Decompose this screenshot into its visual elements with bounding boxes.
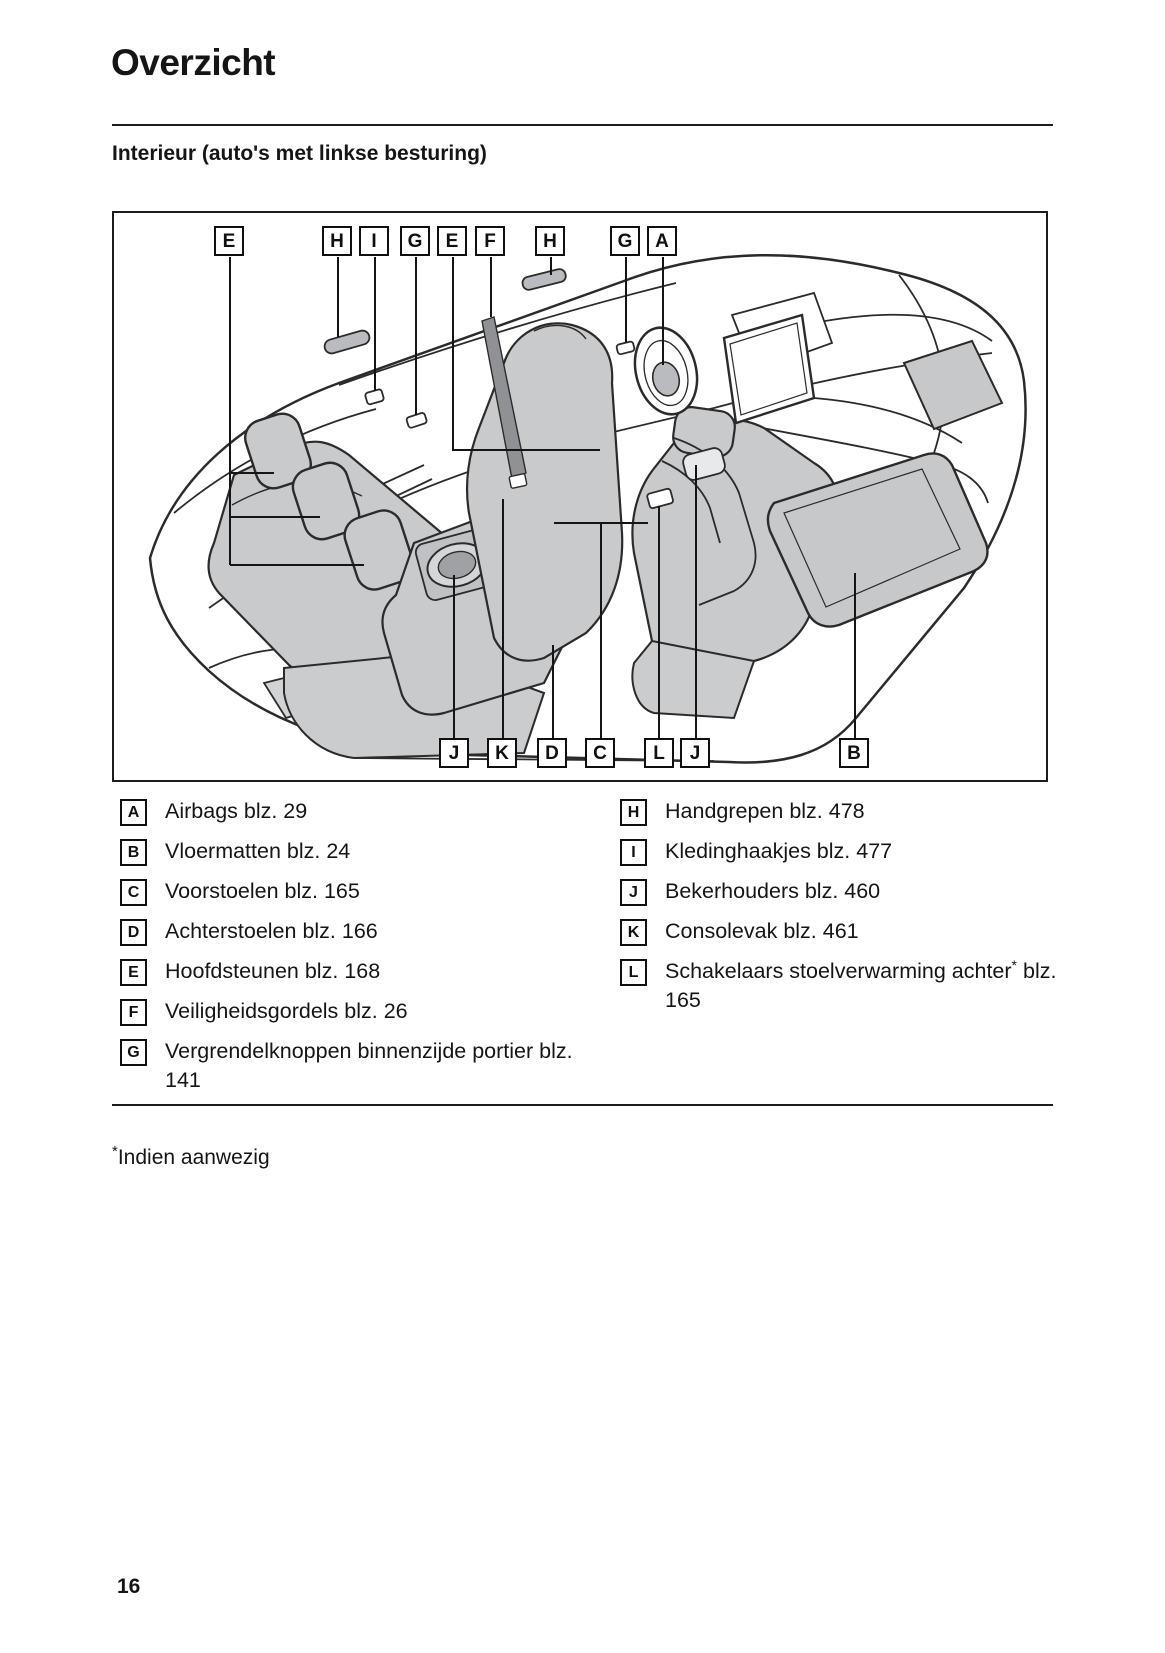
diagram-label-G-rear: G bbox=[400, 226, 430, 256]
legend-key-G: G bbox=[120, 1039, 147, 1066]
diagram-label-I: I bbox=[359, 226, 389, 256]
rear-grab-handle bbox=[323, 329, 371, 355]
legend-key-A: A bbox=[120, 799, 147, 826]
legend-key-F: F bbox=[120, 999, 147, 1026]
legend-item-C bbox=[112, 877, 600, 906]
legend-item-A bbox=[112, 797, 600, 826]
legend-key-H: H bbox=[620, 799, 647, 826]
legend-label-C: Voorstoelen blz. 165 bbox=[165, 879, 360, 903]
legend-item-B bbox=[112, 837, 600, 866]
diagram-label-C: C bbox=[585, 738, 615, 768]
page-number: 16 bbox=[117, 1575, 141, 1598]
front-grab-handle bbox=[521, 268, 567, 291]
legend-label-D: Achterstoelen blz. 166 bbox=[165, 919, 378, 943]
diagram-label-L: L bbox=[644, 738, 674, 768]
legend-key-L: L bbox=[620, 959, 647, 986]
legend-item-E bbox=[112, 957, 600, 986]
legend-key-C: C bbox=[120, 879, 147, 906]
legend-label-H: Handgrepen blz. 478 bbox=[665, 799, 865, 823]
legend-item-F bbox=[112, 997, 600, 1026]
legend-label-E: Hoofdsteunen blz. 168 bbox=[165, 959, 381, 983]
legend-label-G: Vergrendelknoppen binnenzijde portier blz. 141 bbox=[165, 1039, 573, 1092]
legend-right-column bbox=[612, 797, 1057, 1026]
legend-item-D bbox=[112, 917, 600, 946]
footnote-marker: * bbox=[112, 1143, 118, 1160]
legend-label-J: Bekerhouders blz. 460 bbox=[665, 879, 881, 903]
legend-item-I bbox=[612, 837, 1057, 866]
diagram-label-H-front: H bbox=[535, 226, 565, 256]
diagram-label-B: B bbox=[839, 738, 869, 768]
legend-key-E: E bbox=[120, 959, 147, 986]
legend-key-J: J bbox=[620, 879, 647, 906]
footnote-asterisk: * bbox=[1011, 956, 1017, 973]
legend-item-G bbox=[112, 1037, 600, 1095]
legend-label-A: Airbags blz. 29 bbox=[165, 799, 308, 823]
legend-key-D: D bbox=[120, 919, 147, 946]
legend-item-K bbox=[612, 917, 1057, 946]
legend-label-L: Schakelaars stoelverwarming achter* blz. 165 bbox=[665, 956, 1057, 1012]
footnote: *Indien aanwezig bbox=[112, 1143, 270, 1169]
legend-label-I: Kledinghaakjes blz. 477 bbox=[665, 839, 893, 863]
diagram-label-A: A bbox=[647, 226, 677, 256]
legend-label-F: Veiligheidsgordels blz. 26 bbox=[165, 999, 408, 1023]
legend-label-K: Consolevak blz. 461 bbox=[665, 919, 859, 943]
diagram-label-J-front: J bbox=[680, 738, 710, 768]
legend-item-J bbox=[612, 877, 1057, 906]
diagram-label-G-front: G bbox=[610, 226, 640, 256]
legend-key-K: K bbox=[620, 919, 647, 946]
divider-top bbox=[112, 124, 1053, 126]
section-heading: Interieur (auto's met linkse besturing) bbox=[112, 142, 487, 165]
legend-key-B: B bbox=[120, 839, 147, 866]
interior-diagram bbox=[112, 211, 1048, 782]
diagram-label-E-rear: E bbox=[214, 226, 244, 256]
car-interior-drawing bbox=[114, 213, 1046, 780]
divider-bottom bbox=[112, 1104, 1053, 1106]
diagram-label-H-rear: H bbox=[322, 226, 352, 256]
diagram-label-E-front: E bbox=[437, 226, 467, 256]
legend-item-H bbox=[612, 797, 1057, 826]
legend-item-L bbox=[612, 957, 1057, 1015]
page-title: Overzicht bbox=[111, 42, 276, 83]
diagram-label-F: F bbox=[475, 226, 505, 256]
legend-key-I: I bbox=[620, 839, 647, 866]
diagram-label-D: D bbox=[537, 738, 567, 768]
legend-label-B: Vloermatten blz. 24 bbox=[165, 839, 351, 863]
belt-buckle bbox=[509, 473, 527, 488]
diagram-label-K: K bbox=[487, 738, 517, 768]
diagram-label-J-rear: J bbox=[439, 738, 469, 768]
legend-left-column bbox=[112, 797, 600, 1106]
